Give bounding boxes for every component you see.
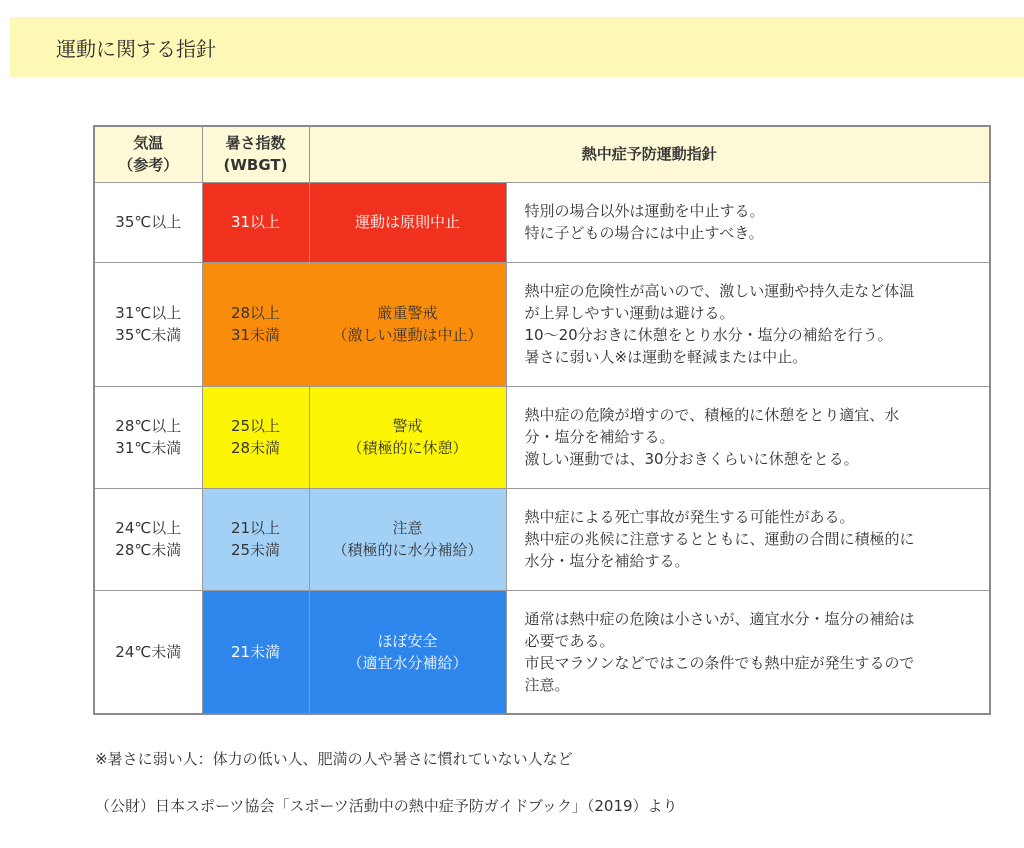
temp-cell: 35℃以上	[94, 182, 202, 262]
wbgt-cell: 21以上 25未満	[202, 488, 309, 590]
table-header-row	[94, 126, 990, 182]
header-temp: 気温 （参考）	[94, 126, 202, 182]
footnote-source: （公財）日本スポーツ協会「スポーツ活動中の熱中症予防ガイドブック」（2019）より	[95, 797, 678, 815]
table-row	[94, 262, 990, 386]
temp-cell: 28℃以上 31℃未満	[94, 386, 202, 488]
wbgt-cell: 28以上 31未満	[202, 262, 309, 386]
desc-cell: 特別の場合以外は運動を中止する。 特に子どもの場合には中止すべき。	[506, 182, 990, 262]
desc-cell: 通常は熱中症の危険は小さいが、適宜水分・塩分の補給は 必要である。 市民マラソンなどではこの条件でも熱中症が発生するので 注意。	[506, 590, 990, 714]
level-cell: ほぼ安全 （適宜水分補給）	[309, 590, 506, 714]
level-cell: 注意 （積極的に水分補給）	[309, 488, 506, 590]
table-row	[94, 182, 990, 262]
table-row	[94, 590, 990, 714]
page-title: 運動に関する指針	[56, 36, 216, 61]
table-row	[94, 488, 990, 590]
desc-cell: 熱中症による死亡事故が発生する可能性がある。 熱中症の兆候に注意するとともに、運動の合間に積極的に 水分・塩分を補給する。	[506, 488, 990, 590]
desc-cell: 熱中症の危険が増すので、積極的に休憩をとり適宜、水 分・塩分を補給する。 激しい運動では、30分おきくらいに休憩をとる。	[506, 386, 990, 488]
wbgt-cell: 25以上 28未満	[202, 386, 309, 488]
header-wbgt: 暑さ指数 (WBGT)	[202, 126, 309, 182]
wbgt-cell: 31以上	[202, 182, 309, 262]
temp-cell: 24℃未満	[94, 590, 202, 714]
footnote-definition: ※暑さに弱い人：体力の低い人、肥満の人や暑さに慣れていない人など	[95, 750, 573, 768]
temp-cell: 31℃以上 35℃未満	[94, 262, 202, 386]
wbgt-cell: 21未満	[202, 590, 309, 714]
table-row	[94, 386, 990, 488]
heatstroke-guideline-table	[93, 125, 991, 715]
header-guideline: 熱中症予防運動指針	[309, 126, 990, 182]
page-header	[10, 17, 1024, 77]
temp-cell: 24℃以上 28℃未満	[94, 488, 202, 590]
level-cell: 運動は原則中止	[309, 182, 506, 262]
level-cell: 警戒 （積極的に休憩）	[309, 386, 506, 488]
level-cell: 厳重警戒 （激しい運動は中止）	[309, 262, 506, 386]
desc-cell: 熱中症の危険性が高いので、激しい運動や持久走など体温 が上昇しやすい運動は避ける。 10〜20分おきに休憩をとり水分・塩分の補給を行う。 暑さに弱い人※は運動を軽減または中止。	[506, 262, 990, 386]
